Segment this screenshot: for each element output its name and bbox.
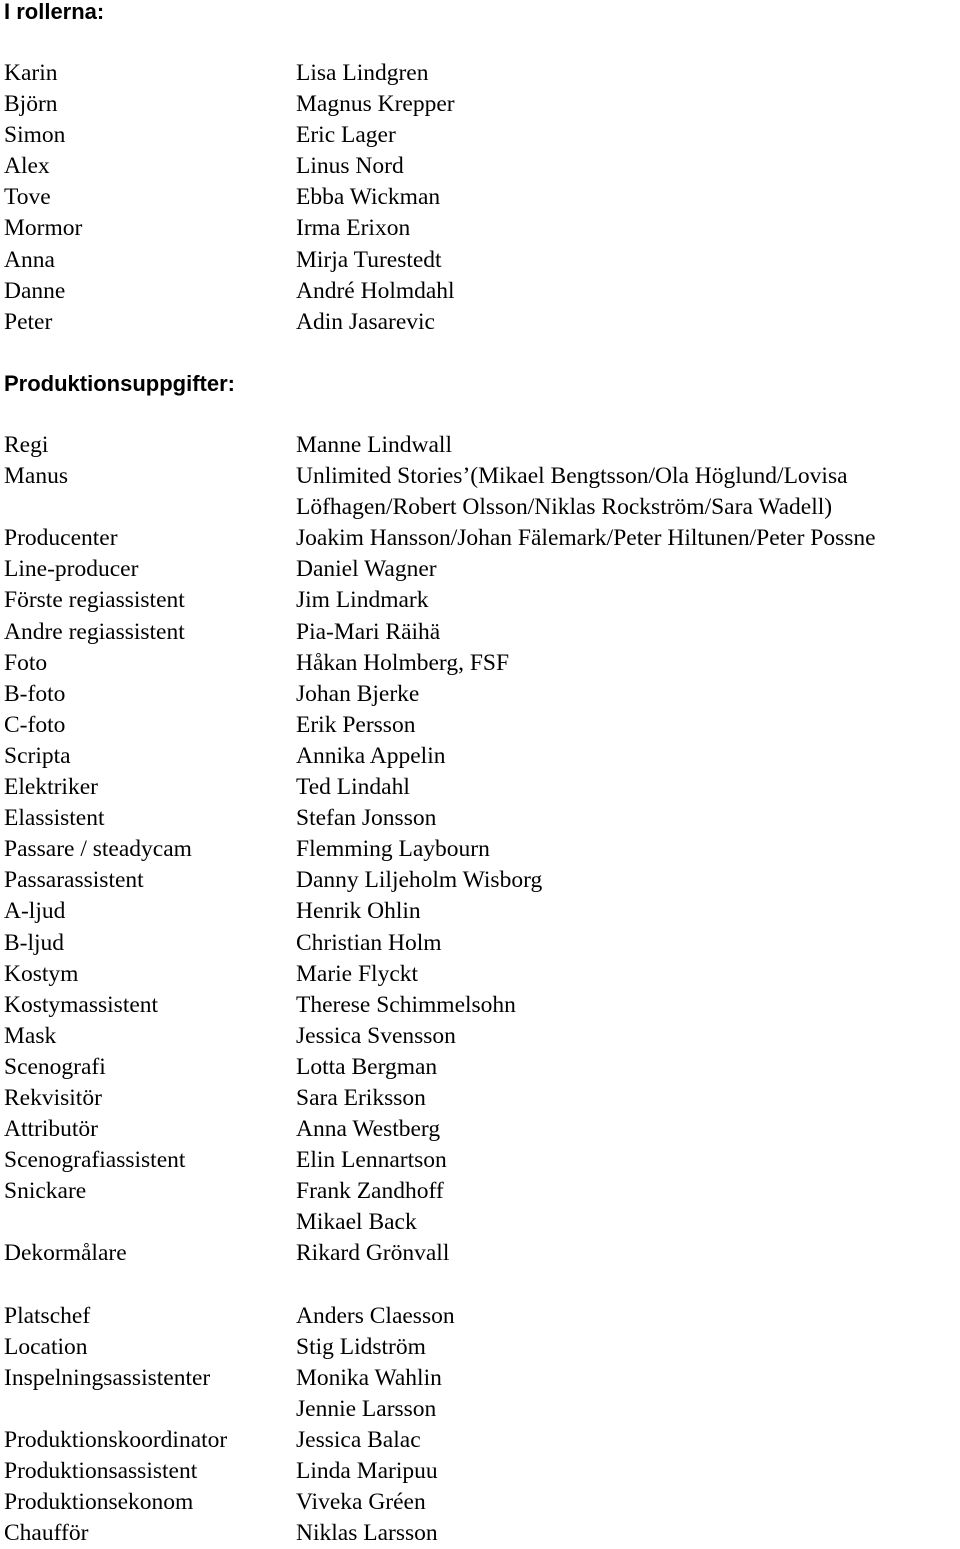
crew-name: Henrik Ohlin bbox=[296, 898, 421, 925]
crew-name: Marie Flyckt bbox=[296, 960, 419, 987]
crew-role: Scenografi bbox=[4, 1053, 106, 1080]
crew-row-spacer bbox=[0, 1270, 960, 1301]
crew-name: Stig Lidström bbox=[296, 1333, 426, 1360]
crew-row bbox=[0, 1518, 960, 1549]
crew-row bbox=[0, 1021, 960, 1052]
crew-row bbox=[0, 523, 960, 554]
actor-name: Mirja Turestedt bbox=[296, 246, 442, 273]
crew-role: Produktionsekonom bbox=[4, 1489, 194, 1516]
crew-row bbox=[0, 1301, 960, 1332]
character-name: Alex bbox=[4, 153, 50, 180]
crew-row bbox=[0, 430, 960, 461]
character-name: Simon bbox=[4, 122, 66, 149]
character-name: Tove bbox=[4, 184, 51, 211]
crew-role: Mask bbox=[4, 1022, 57, 1049]
crew-role: Foto bbox=[4, 649, 48, 676]
crew-name: Sara Eriksson bbox=[296, 1084, 426, 1111]
crew-role: B-ljud bbox=[4, 929, 65, 956]
crew-role: Regi bbox=[4, 432, 49, 458]
cast-row bbox=[0, 213, 960, 244]
crew-row bbox=[0, 1207, 960, 1238]
cast-row bbox=[0, 58, 960, 89]
crew-name: Annika Appelin bbox=[296, 742, 446, 769]
crew-name: Johan Bjerke bbox=[296, 680, 420, 707]
crew-role: Snickare bbox=[4, 1178, 87, 1205]
crew-role: C-foto bbox=[4, 711, 66, 738]
crew-row bbox=[0, 1052, 960, 1083]
crew-name: Therese Schimmelsohn bbox=[296, 991, 516, 1018]
crew-role: Rekvisitör bbox=[4, 1084, 102, 1111]
crew-role: Andre regiassistent bbox=[4, 618, 185, 645]
actor-name: Lisa Lindgren bbox=[296, 60, 429, 86]
crew-role: Platschef bbox=[4, 1302, 91, 1329]
crew-name: Håkan Holmberg, FSF bbox=[296, 649, 510, 676]
crew-name: Anders Claesson bbox=[296, 1302, 455, 1329]
cast-heading: I rollerna: bbox=[4, 0, 105, 24]
crew-row bbox=[0, 492, 960, 523]
crew-role: Passare / steadycam bbox=[4, 836, 192, 863]
crew-row bbox=[0, 1487, 960, 1518]
crew-name: Daniel Wagner bbox=[296, 556, 437, 583]
crew-name: Löfhagen/Robert Olsson/Niklas Rockström/Sara Wadell) bbox=[296, 494, 833, 521]
actor-name: Ebba Wickman bbox=[296, 184, 441, 211]
crew-row bbox=[0, 928, 960, 959]
crew-row bbox=[0, 834, 960, 865]
crew-row bbox=[0, 1176, 960, 1207]
crew-row bbox=[0, 648, 960, 679]
crew-name: Mikael Back bbox=[296, 1209, 417, 1236]
actor-name: Magnus Krepper bbox=[296, 91, 455, 118]
crew-role: Passarassistent bbox=[4, 867, 144, 894]
crew-row bbox=[0, 772, 960, 803]
crew-row bbox=[0, 1238, 960, 1269]
crew-role: Kostym bbox=[4, 960, 79, 987]
crew-heading: Produktionsuppgifter: bbox=[4, 371, 235, 396]
crew-role: Line-producer bbox=[4, 556, 139, 583]
crew-role: Förste regiassistent bbox=[4, 587, 185, 614]
crew-row bbox=[0, 1456, 960, 1487]
crew-role: B-foto bbox=[4, 680, 66, 707]
crew-name: Jessica Svensson bbox=[296, 1022, 456, 1049]
crew-role: Kostymassistent bbox=[4, 991, 159, 1018]
character-name: Karin bbox=[4, 60, 58, 86]
crew-name: Christian Holm bbox=[296, 929, 442, 956]
crew-row bbox=[0, 710, 960, 741]
crew-role: Produktionskoordinator bbox=[4, 1427, 228, 1453]
crew-role: Scenografiassistent bbox=[4, 1147, 186, 1174]
crew-row bbox=[0, 1363, 960, 1394]
crew-row bbox=[0, 679, 960, 710]
cast-row bbox=[0, 307, 960, 338]
character-name: Mormor bbox=[4, 215, 83, 242]
crew-name: Flemming Laybourn bbox=[296, 836, 490, 863]
crew-name: Danny Liljeholm Wisborg bbox=[296, 867, 543, 894]
actor-name: Eric Lager bbox=[296, 122, 396, 149]
crew-name: Unlimited Stories’(Mikael Bengtsson/Ola Höglund/Lovisa bbox=[296, 463, 848, 490]
cast-row bbox=[0, 245, 960, 276]
crew-name: Ted Lindahl bbox=[296, 774, 410, 801]
character-name: Anna bbox=[4, 246, 55, 273]
crew-role: Producenter bbox=[4, 525, 118, 552]
character-name: Björn bbox=[4, 91, 58, 118]
crew-name: Lotta Bergman bbox=[296, 1053, 438, 1080]
actor-name: André Holmdahl bbox=[296, 277, 455, 304]
crew-row bbox=[0, 554, 960, 585]
crew-role: Dekormålare bbox=[4, 1240, 127, 1267]
crew-row bbox=[0, 1425, 960, 1456]
cast-list bbox=[0, 58, 960, 338]
crew-name: Viveka Gréen bbox=[296, 1489, 426, 1516]
crew-name: Pia-Mari Räihä bbox=[296, 618, 441, 645]
crew-name: Manne Lindwall bbox=[296, 432, 452, 458]
crew-row bbox=[0, 1083, 960, 1114]
crew-name: Erik Persson bbox=[296, 711, 416, 738]
crew-role: Inspelningsassistenter bbox=[4, 1364, 211, 1391]
actor-name: Adin Jasarevic bbox=[296, 308, 435, 335]
crew-role: Scripta bbox=[4, 742, 71, 769]
actor-name: Irma Erixon bbox=[296, 215, 411, 242]
cast-row bbox=[0, 151, 960, 182]
crew-name: Jennie Larsson bbox=[296, 1395, 437, 1422]
crew-row bbox=[0, 741, 960, 772]
cast-row bbox=[0, 89, 960, 120]
crew-name: Anna Westberg bbox=[296, 1116, 441, 1143]
crew-row bbox=[0, 1145, 960, 1176]
crew-name: Niklas Larsson bbox=[296, 1520, 438, 1547]
crew-name: Stefan Jonsson bbox=[296, 805, 437, 832]
crew-row bbox=[0, 1332, 960, 1363]
cast-row bbox=[0, 182, 960, 213]
crew-row bbox=[0, 896, 960, 927]
crew-row bbox=[0, 617, 960, 648]
crew-row bbox=[0, 990, 960, 1021]
crew-row bbox=[0, 803, 960, 834]
crew-name: Joakim Hansson/Johan Fälemark/Peter Hiltunen/Peter Possne bbox=[296, 525, 876, 552]
crew-role: A-ljud bbox=[4, 898, 66, 925]
character-name: Peter bbox=[4, 308, 53, 335]
actor-name: Linus Nord bbox=[296, 153, 404, 180]
cast-row bbox=[0, 120, 960, 151]
crew-row bbox=[0, 461, 960, 492]
cast-row bbox=[0, 276, 960, 307]
crew-row bbox=[0, 865, 960, 896]
crew-name: Jessica Balac bbox=[296, 1427, 421, 1453]
crew-name: Linda Maripuu bbox=[296, 1458, 438, 1485]
crew-role: Location bbox=[4, 1333, 88, 1360]
character-name: Danne bbox=[4, 277, 66, 304]
crew-role: Elektriker bbox=[4, 774, 98, 801]
crew-name: Rikard Grönvall bbox=[296, 1240, 450, 1267]
crew-name: Elin Lennartson bbox=[296, 1147, 447, 1174]
crew-row bbox=[0, 1114, 960, 1145]
crew-row bbox=[0, 1394, 960, 1425]
crew-role: Elassistent bbox=[4, 805, 105, 832]
crew-list bbox=[0, 430, 960, 1549]
crew-name: Frank Zandhoff bbox=[296, 1178, 444, 1205]
crew-role: Chaufför bbox=[4, 1520, 89, 1547]
crew-row bbox=[0, 959, 960, 990]
crew-name: Jim Lindmark bbox=[296, 587, 429, 614]
crew-name: Monika Wahlin bbox=[296, 1364, 442, 1391]
crew-row bbox=[0, 585, 960, 616]
crew-role: Attributör bbox=[4, 1116, 98, 1143]
crew-role: Produktionsassistent bbox=[4, 1458, 198, 1485]
crew-role: Manus bbox=[4, 463, 68, 490]
